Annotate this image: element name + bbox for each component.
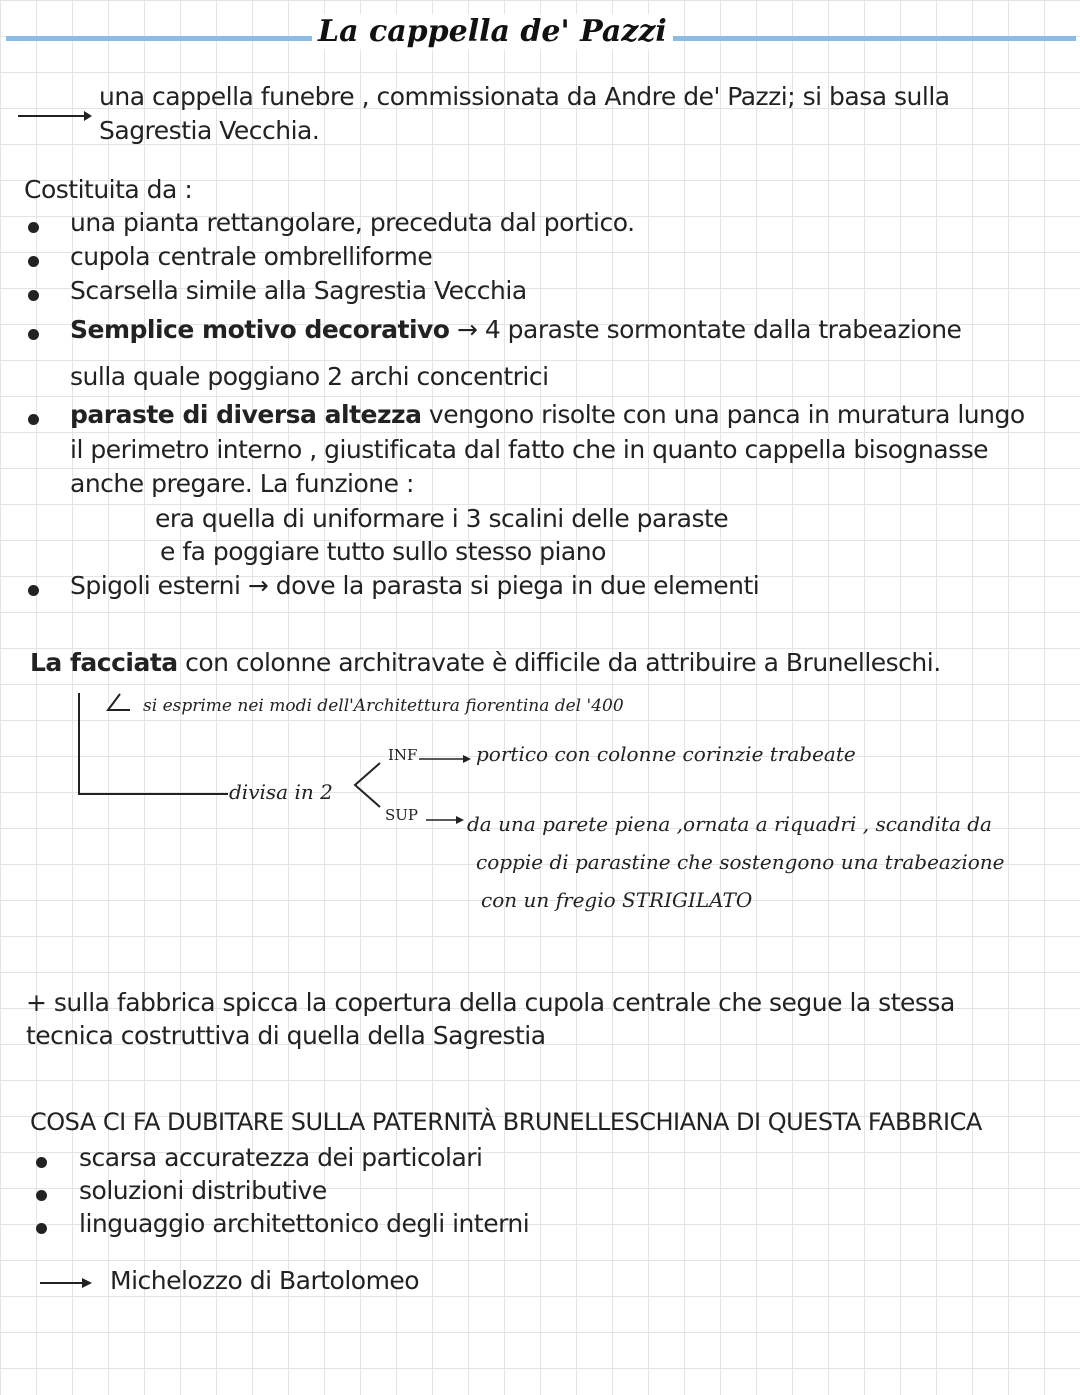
bracket-vertical	[78, 693, 80, 795]
composition-item-2: cupola centrale ombrelliforme	[70, 242, 433, 271]
intro-line-1: una cappella funebre , commissionata da Andre de' Pazzi; si basa sulla	[99, 82, 950, 111]
dome-line-2: tecnica costruttiva di quella della Sagrestia	[26, 1021, 546, 1050]
inf-text: portico con colonne corinzie trabeate	[476, 742, 856, 766]
arrow-right-icon	[426, 811, 464, 830]
sup-line-3: con un fregio STRIGILATO	[481, 888, 753, 912]
doubts-item-1: scarsa accuratezza dei particolari	[79, 1143, 483, 1172]
inf-label: INF	[388, 746, 418, 764]
doubts-heading: COSA CI FA DUBITARE SULLA PATERNITÀ BRUNELLESCHIANA DI QUESTA FABBRICA	[30, 1108, 982, 1136]
composition-item-4-bold: Semplice motivo decorativo	[70, 315, 450, 344]
split-brace-icon	[345, 755, 385, 819]
composition-item-5-bold: paraste di diversa altezza	[70, 400, 422, 429]
sup-label: SUP	[385, 806, 419, 824]
composition-item-3: Scarsella simile alla Sagrestia Vecchia	[70, 276, 527, 305]
bullet-icon	[28, 329, 39, 340]
arrow-right-icon	[18, 108, 92, 127]
doubts-item-3: linguaggio architettonico degli interni	[79, 1209, 530, 1238]
composition-item-4-line-2: sulla quale poggiano 2 archi concentrici	[70, 362, 549, 391]
composition-item-5-line-2: il perimetro interno , giustificata dal fatto che in quanto cappella bisognasse	[70, 435, 988, 464]
facade-divisa: divisa in 2	[229, 780, 333, 804]
bullet-icon	[28, 222, 39, 233]
hook-arrow-icon	[100, 690, 140, 724]
composition-item-5-line-3: anche pregare. La funzione :	[70, 469, 414, 498]
composition-item-5-line-4: era quella di uniformare i 3 scalini delle paraste	[155, 504, 729, 533]
bullet-icon	[28, 290, 39, 301]
arrow-right-icon	[419, 750, 471, 769]
composition-item-5	[70, 400, 1025, 429]
composition-item-1: una pianta rettangolare, preceduta dal portico.	[70, 208, 635, 237]
bullet-icon	[36, 1157, 47, 1168]
composition-item-5-line-5: e fa poggiare tutto sullo stesso piano	[160, 537, 606, 566]
facade-heading-bold: La facciata	[30, 648, 178, 677]
arrow-right-icon	[40, 1275, 92, 1294]
composition-heading: Costituita da :	[24, 175, 193, 204]
sup-line-1: da una parete piena ,ornata a riquadri , scandita da	[467, 812, 992, 836]
composition-item-6: Spigoli esterni → dove la parasta si piega in due elementi	[70, 571, 760, 600]
bullet-icon	[28, 414, 39, 425]
dome-line-1: + sulla fabbrica spicca la copertura della cupola centrale che segue la stessa	[26, 988, 955, 1017]
sup-line-2: coppie di parastine che sostengono una trabeazione	[476, 850, 1005, 874]
page-title: La cappella de' Pazzi	[312, 14, 673, 49]
bracket-horizontal	[78, 793, 228, 795]
bullet-icon	[28, 585, 39, 596]
doubts-item-2: soluzioni distributive	[79, 1176, 327, 1205]
composition-item-4	[70, 315, 961, 344]
intro-line-2: Sagrestia Vecchia.	[99, 116, 320, 145]
composition-item-5-rest: vengono risolte con una panca in muratura lungo	[421, 400, 1025, 429]
bullet-icon	[36, 1190, 47, 1201]
composition-item-4-rest: → 4 paraste sormontate dalla trabeazione	[456, 315, 962, 344]
facade-note: si esprime nei modi dell'Architettura fiorentina del '400	[143, 696, 624, 716]
bullet-icon	[28, 256, 39, 267]
facade-heading	[30, 648, 941, 677]
facade-heading-rest: con colonne architravate è difficile da attribuire a Brunelleschi.	[177, 648, 941, 677]
doubts-conclusion: Michelozzo di Bartolomeo	[110, 1266, 420, 1295]
bullet-icon	[36, 1223, 47, 1234]
